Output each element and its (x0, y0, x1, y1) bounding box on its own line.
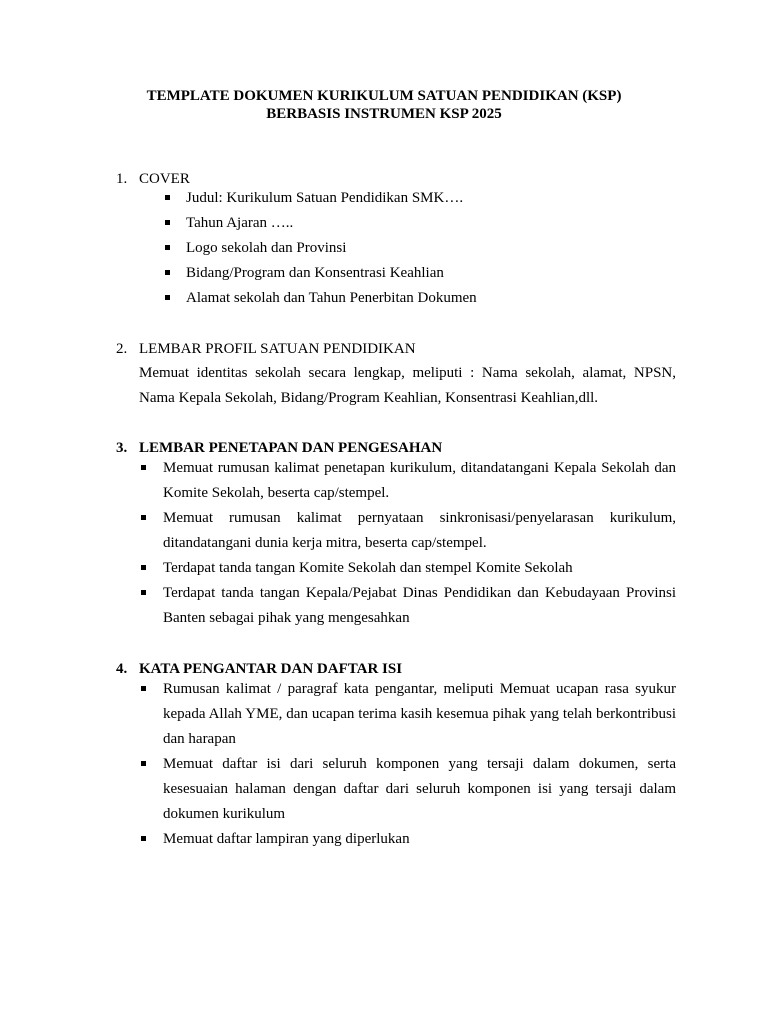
section-number: 2. (116, 341, 128, 357)
section-kata-pengantar (116, 659, 676, 852)
document-title (0, 87, 768, 123)
bullet-icon (165, 295, 170, 300)
section-title: COVER (139, 171, 190, 187)
section-paragraph: Memuat identitas sekolah secara lengkap, meliputi : Nama sekolah, alamat, NPSN, Nama Kepala Sekolah, Bidang/Program Keahlian, Konsentrasi Keahlian,dll. (139, 365, 676, 406)
list-item: Terdapat tanda tangan Komite Sekolah dan stempel Komite Sekolah (163, 556, 676, 581)
title-line-1: TEMPLATE DOKUMEN KURIKULUM SATUAN PENDIDIKAN (KSP) (146, 88, 622, 104)
section-number: 1. (116, 171, 128, 187)
kata-pengantar-list (163, 677, 676, 852)
bullet-icon (141, 515, 146, 520)
list-item: Rumusan kalimat / paragraf kata pengantar, meliputi Memuat ucapan rasa syukur kepada Allah YME, dan ucapan terima kasih kesemua pihak yang telah berkontribusi dan harapan (163, 677, 676, 752)
list-item: Memuat rumusan kalimat penetapan kurikulum, ditandatangani Kepala Sekolah dan Komite Sekolah, beserta cap/stempel. (163, 456, 676, 506)
bullet-icon (165, 195, 170, 200)
penetapan-list (163, 456, 676, 631)
bullet-icon (165, 270, 170, 275)
section-penetapan (116, 438, 676, 631)
section-heading (116, 438, 676, 458)
bullet-icon (165, 245, 170, 250)
list-item: Terdapat tanda tangan Kepala/Pejabat Dinas Pendidikan dan Kebudayaan Provinsi Banten sebagai pihak yang mengesahkan (163, 581, 676, 631)
section-title: LEMBAR PROFIL SATUAN PENDIDIKAN (139, 341, 416, 357)
section-title: LEMBAR PENETAPAN DAN PENGESAHAN (139, 440, 443, 456)
bullet-icon (165, 220, 170, 225)
list-item: Alamat sekolah dan Tahun Penerbitan Dokumen (186, 286, 676, 311)
title-line-2: BERBASIS INSTRUMEN KSP 2025 (266, 106, 502, 122)
list-item: Memuat rumusan kalimat pernyataan sinkronisasi/penyelarasan kurikulum, ditandatangani dunia kerja mitra, beserta cap/stempel. (163, 506, 676, 556)
section-heading (116, 339, 676, 359)
list-item: Logo sekolah dan Provinsi (186, 236, 676, 261)
bullet-icon (141, 686, 146, 691)
cover-list (186, 186, 676, 311)
list-item: Judul: Kurikulum Satuan Pendidikan SMK…. (186, 186, 676, 211)
section-number: 4. (116, 661, 128, 677)
list-item: Memuat daftar isi dari seluruh komponen yang tersaji dalam dokumen, serta kesesuaian halaman dengan daftar dari seluruh komponen isi yang tersaji dalam dokumen kurikulum (163, 752, 676, 827)
bullet-icon (141, 761, 146, 766)
section-title: KATA PENGANTAR DAN DAFTAR ISI (139, 661, 403, 677)
section-heading (116, 659, 676, 679)
bullet-icon (141, 565, 146, 570)
section-number: 3. (116, 440, 128, 456)
bullet-icon (141, 590, 146, 595)
section-profil (116, 339, 676, 411)
bullet-icon (141, 836, 146, 841)
section-cover (116, 169, 676, 311)
bullet-icon (141, 465, 146, 470)
list-item: Tahun Ajaran ….. (186, 211, 676, 236)
list-item: Memuat daftar lampiran yang diperlukan (163, 827, 676, 852)
list-item: Bidang/Program dan Konsentrasi Keahlian (186, 261, 676, 286)
